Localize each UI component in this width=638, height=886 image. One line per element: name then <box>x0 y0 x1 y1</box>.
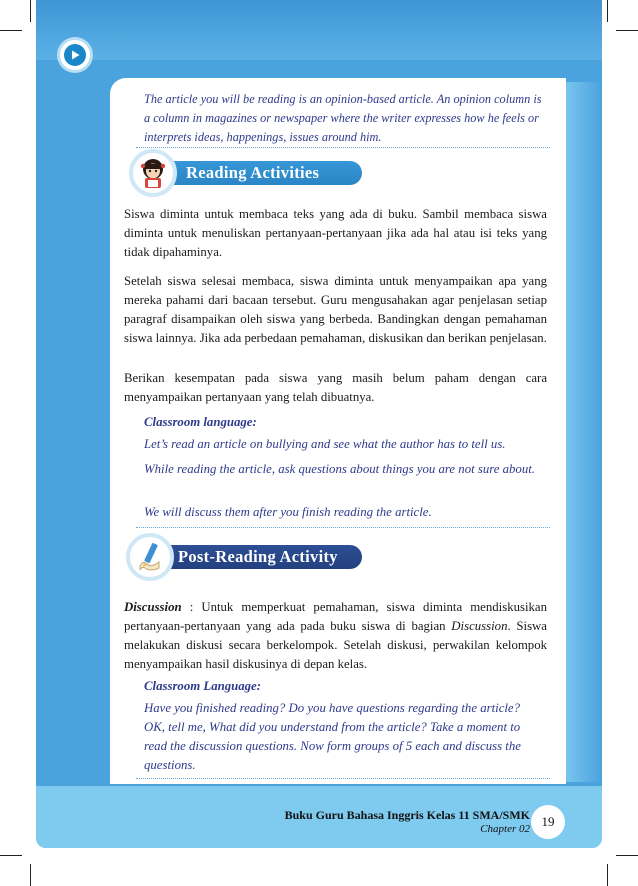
classroom-language-label: Classroom Language: <box>144 679 261 693</box>
page-number: 19 <box>531 805 565 839</box>
crop-mark <box>0 30 22 31</box>
section-divider <box>136 778 550 779</box>
post-reading-banner <box>150 545 362 569</box>
crop-mark <box>607 864 608 886</box>
crop-mark <box>0 855 22 856</box>
pencil-paper-icon <box>126 533 174 581</box>
reading-paragraph-3: Berikan kesempatan pada siswa yang masih belum paham dengan cara menyampaikan pertanyaan yang telah dibuatnya. <box>124 371 547 404</box>
discussion-section-ref: Discussion <box>451 619 508 633</box>
discussion-text-1: : Untuk memperkuat pemahaman, siswa diminta mendiskusikan pertanyaan-pertanyaan yang ada pada buku siswa di bagian <box>124 600 547 633</box>
section-divider <box>136 527 550 528</box>
classroom-paragraph: Have you finished reading? Do you have questions regarding the article? OK, tell me, What did you understand from the article? Take a moment to read the discussion questions. Now form groups of 5 each and discuss the questions. <box>144 701 521 772</box>
crop-mark <box>616 30 638 31</box>
student-reading-icon <box>129 149 177 197</box>
right-edge-strip <box>566 82 602 782</box>
crop-mark <box>616 855 638 856</box>
play-icon <box>64 44 86 66</box>
play-button[interactable] <box>60 40 90 70</box>
section-divider <box>136 147 550 148</box>
classroom-line: While reading the article, ask questions about things you are not sure about. <box>144 462 535 476</box>
header-band <box>36 0 602 60</box>
crop-mark <box>607 0 608 22</box>
classroom-language-label: Classroom language: <box>144 415 257 429</box>
reading-activities-banner <box>150 161 362 185</box>
discussion-paragraph <box>124 598 547 674</box>
classroom-line: We will discuss them after you finish reading the article. <box>144 505 432 519</box>
book-title: Buku Guru Bahasa Inggris Kelas 11 SMA/SMK <box>284 808 530 822</box>
intro-text: The article you will be reading is an opinion-based article. An opinion column is a column in magazines or newspaper where the writer expresses how he feels or interprets ideas, happenings, issues around him. <box>144 92 542 144</box>
discussion-text-2: . Siswa melakukan diskusi secara berkelompok. Setelah diskusi, perwakilan kelompok menyampaikan hasil diskusinya di depan kelas. <box>124 619 547 671</box>
chapter-label: Chapter 02 <box>480 823 530 835</box>
reading-paragraph-1: Siswa diminta untuk membaca teks yang ada di buku. Sambil membaca siswa diminta untuk menuliskan pertanyaan-pertanyaan jika ada hal atau isi teks yang tidak dipahaminya. <box>124 207 547 259</box>
crop-mark <box>30 0 31 22</box>
classroom-line: Let’s read an article on bullying and see what the author has to tell us. <box>144 437 506 451</box>
reading-paragraph-2: Setelah siswa selesai membaca, siswa diminta untuk menyampaikan apa yang mereka pahami dari bacaan tersebut. Guru mengusahakan agar penjelasan setiap paragraf disampaikan oleh siswa yang berbeda. Bandingkan dengan pemahaman siswa lainnya. Jika ada perbedaan pemahaman, diskusikan dan berikan penjelasan. <box>124 274 547 345</box>
reading-activities-title: Reading Activities <box>186 163 320 182</box>
discussion-label: Discussion <box>124 600 182 614</box>
crop-mark <box>30 864 31 886</box>
post-reading-title: Post-Reading Activity <box>178 547 338 566</box>
